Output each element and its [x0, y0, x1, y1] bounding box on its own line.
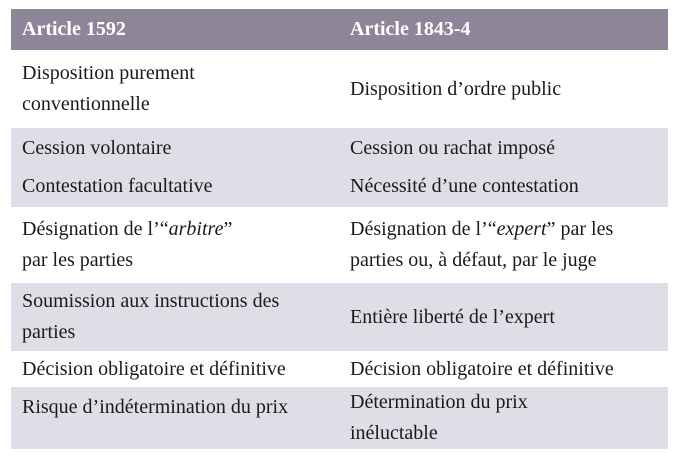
- table-cell: [11, 283, 338, 351]
- cell-text: Détermination du prix: [350, 391, 528, 413]
- cell-text: [350, 214, 668, 245]
- cell-text: Cession ou rachat imposé: [350, 137, 555, 159]
- table-cell: [11, 387, 338, 449]
- table-cell: [11, 165, 338, 207]
- cell-text: Risque d’indétermination du prix: [22, 396, 289, 418]
- cell-text: Nécessité d’une contestation: [350, 175, 579, 197]
- table-row: [11, 50, 668, 128]
- cell-text: inéluctable: [350, 422, 438, 444]
- cell-text-part: ”: [223, 218, 233, 240]
- cell-text: parties: [22, 321, 76, 343]
- header-label: Article 1843-4: [350, 18, 471, 40]
- cell-text: Décision obligatoire et définitive: [22, 357, 286, 380]
- cell-text: parties ou, à défaut, par le juge: [350, 249, 597, 271]
- table-cell: [11, 207, 338, 283]
- table-row: [11, 283, 668, 351]
- cell-text: par les parties: [22, 249, 134, 271]
- table-row: [11, 387, 668, 449]
- table-cell: [338, 387, 668, 449]
- table-row: [11, 207, 668, 283]
- header-label: Article 1592: [22, 18, 126, 40]
- cell-text-part: Désignation de l’“: [350, 218, 497, 240]
- table-header-row: [11, 9, 668, 50]
- table-row: [11, 128, 668, 165]
- table-cell: [338, 283, 668, 351]
- cell-text-part: ” par les: [546, 218, 614, 240]
- table-row: [11, 351, 668, 387]
- table-cell: [11, 351, 338, 387]
- comparison-table: [11, 9, 668, 449]
- table-cell: [11, 128, 338, 165]
- table-cell: [11, 50, 338, 128]
- cell-text: Entière liberté de l’expert: [350, 305, 555, 328]
- cell-text: conventionnelle: [22, 93, 150, 115]
- cell-text: Contestation facultative: [22, 175, 213, 197]
- header-cell-article-1592: [11, 9, 338, 50]
- table-row: [11, 165, 668, 207]
- table-cell: [338, 351, 668, 387]
- cell-text: Soumission aux instructions des: [22, 290, 280, 312]
- table-cell: [338, 50, 668, 128]
- cell-text-part: Désignation de l’“: [22, 218, 169, 240]
- cell-text-emphasis: expert: [496, 218, 547, 240]
- cell-text-emphasis: arbitre: [168, 218, 224, 240]
- header-cell-article-1843-4: [338, 9, 668, 50]
- cell-text: [22, 214, 338, 245]
- cell-text: Cession volontaire: [22, 137, 172, 159]
- table-cell: [338, 128, 668, 165]
- table-cell: [338, 165, 668, 207]
- cell-text: Disposition purement: [22, 62, 195, 84]
- cell-text: Disposition d’ordre public: [350, 77, 562, 100]
- cell-text: Décision obligatoire et définitive: [350, 357, 614, 380]
- table-cell: [338, 207, 668, 283]
